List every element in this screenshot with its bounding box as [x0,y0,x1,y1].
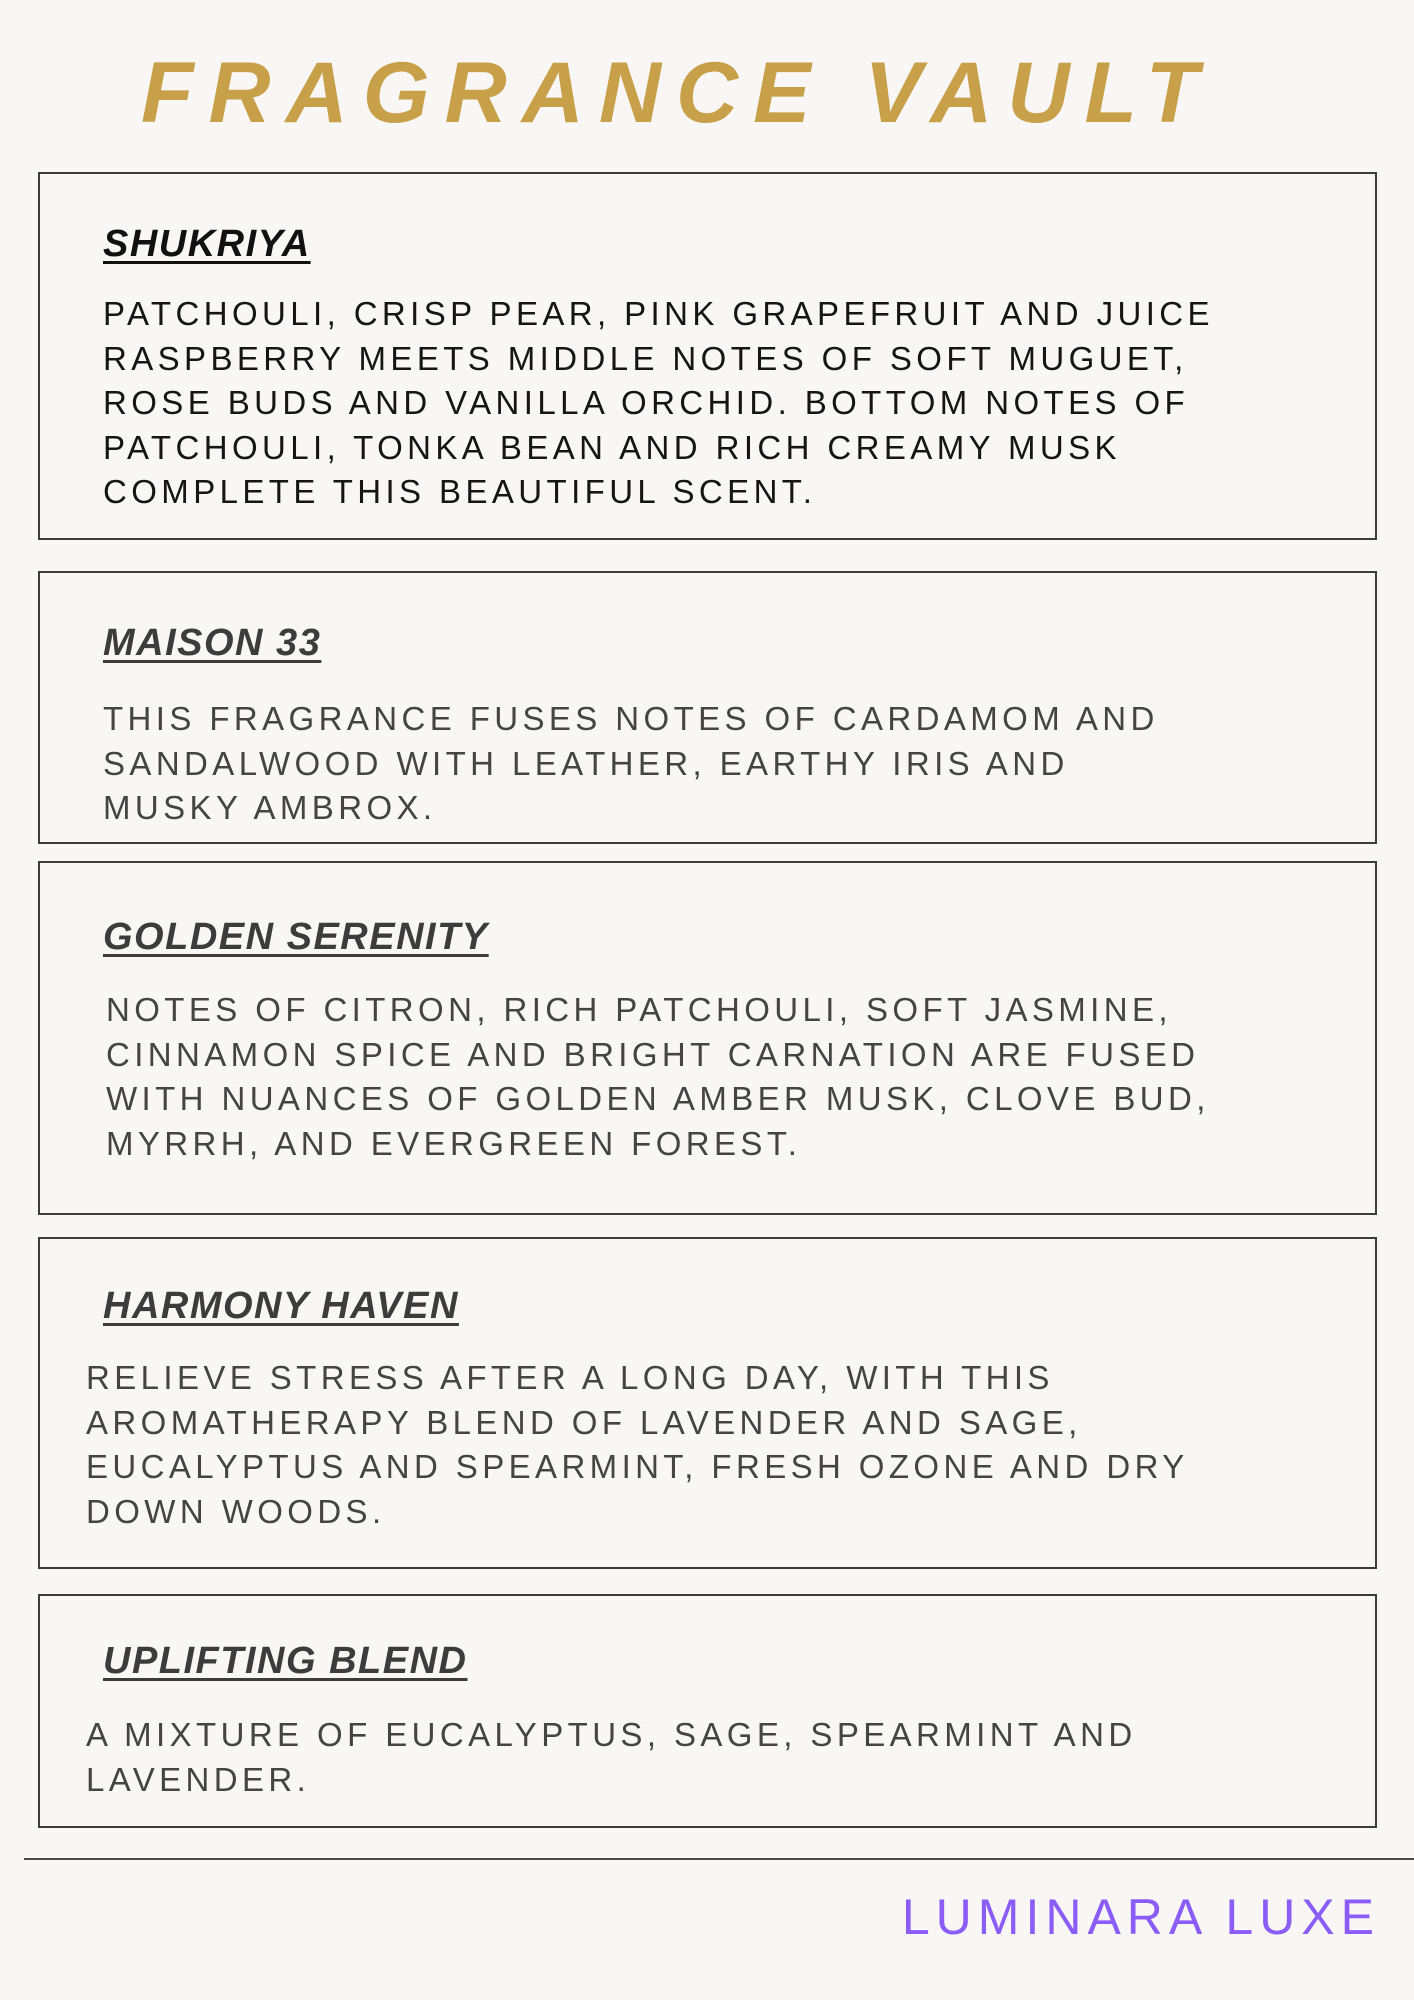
fragrance-description: RELIEVE STRESS AFTER A LONG DAY, WITH THIS AROMATHERAPY BLEND OF LAVENDER AND SAGE, EUCALYPTUS AND SPEARMINT, FRESH OZONE AND DRY DOWN WOODS. [86,1359,1189,1530]
fragrance-card-harmony-haven [38,1237,1377,1569]
fragrance-card-maison-33 [38,571,1377,844]
page-title: FRAGRANCE VAULT [141,45,1214,141]
fragrance-card-uplifting-blend [38,1594,1377,1828]
brand-name: LUMINARA LUXE [901,1889,1380,1945]
fragrance-name: UPLIFTING BLEND [103,1640,468,1682]
fragrance-card-golden-serenity [38,861,1377,1215]
fragrance-name: GOLDEN SERENITY [103,916,489,958]
fragrance-name: HARMONY HAVEN [103,1285,459,1327]
footer-divider [24,1858,1414,1860]
fragrance-description: A MIXTURE OF EUCALYPTUS, SAGE, SPEARMINT AND LAVENDER. [86,1716,1137,1798]
fragrance-description: PATCHOULI, CRISP PEAR, PINK GRAPEFRUIT AND JUICE RASPBERRY MEETS MIDDLE NOTES OF SOFT MUGUET, ROSE BUDS AND VANILLA ORCHID. BOTTOM NOTES OF PATCHOULI, TONKA BEAN AND RICH CREAMY MUSK COMPLETE THIS BEAUTIFUL SCENT. [103,295,1214,510]
fragrance-description: THIS FRAGRANCE FUSES NOTES OF CARDAMOM AND SANDALWOOD WITH LEATHER, EARTHY IRIS AND MUSKY AMBROX. [103,700,1159,826]
fragrance-name: SHUKRIYA [103,223,311,265]
fragrance-description: NOTES OF CITRON, RICH PATCHOULI, SOFT JASMINE, CINNAMON SPICE AND BRIGHT CARNATION ARE FUSED WITH NUANCES OF GOLDEN AMBER MUSK, CLOVE BUD, MYRRH, AND EVERGREEN FOREST. [106,991,1210,1162]
fragrance-name: MAISON 33 [103,622,322,664]
fragrance-card-shukriya [38,172,1377,540]
